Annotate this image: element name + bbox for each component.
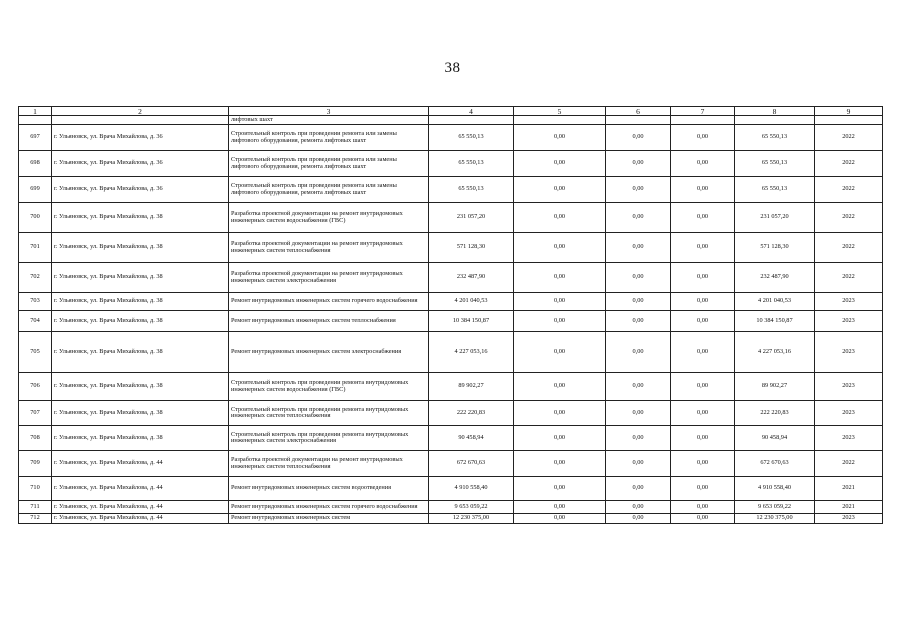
fund-cell-5: 0,00 [514, 293, 606, 311]
fund-cell-5: 0,00 [514, 451, 606, 477]
row-number: 700 [19, 203, 52, 233]
empty-cell [671, 116, 735, 125]
column-number-header-row [19, 107, 883, 116]
work-type-cell: Ремонт внутридомовых инженерных систем горячего водоснабжения [229, 293, 429, 311]
table-row [19, 501, 883, 514]
total-cost-cell: 65 550,13 [429, 151, 514, 177]
fund-cell-7: 0,00 [671, 293, 735, 311]
row-number: 705 [19, 332, 52, 373]
year-cell: 2023 [815, 401, 883, 426]
fund-cell-6: 0,00 [606, 514, 671, 524]
fund-cell-5: 0,00 [514, 263, 606, 293]
address-cell: г. Ульяновск, ул. Врача Михайлова, д. 38 [52, 263, 229, 293]
table-row [19, 401, 883, 426]
address-cell: г. Ульяновск, ул. Врача Михайлова, д. 38 [52, 311, 229, 332]
year-cell: 2022 [815, 203, 883, 233]
work-type-cell: Разработка проектной документации на ремонт внутридомовых инженерных систем водоснабжения (ГВС) [229, 203, 429, 233]
work-type-cell: Разработка проектной документации на ремонт внутридомовых инженерных систем теплоснабжения [229, 451, 429, 477]
work-type-cell: Ремонт внутридомовых инженерных систем водоотведения [229, 477, 429, 501]
amount-cell-8: 232 487,90 [735, 263, 815, 293]
fund-cell-7: 0,00 [671, 451, 735, 477]
fund-cell-6: 0,00 [606, 373, 671, 401]
empty-cell [735, 116, 815, 125]
amount-cell-8: 4 227 053,16 [735, 332, 815, 373]
year-cell: 2022 [815, 263, 883, 293]
address-cell: г. Ульяновск, ул. Врача Михайлова, д. 36 [52, 125, 229, 151]
table-row [19, 451, 883, 477]
fund-cell-7: 0,00 [671, 151, 735, 177]
year-cell: 2021 [815, 477, 883, 501]
fund-cell-5: 0,00 [514, 501, 606, 514]
amount-cell-8: 4 201 040,53 [735, 293, 815, 311]
year-cell: 2022 [815, 125, 883, 151]
year-cell: 2022 [815, 451, 883, 477]
row-number: 707 [19, 401, 52, 426]
total-cost-cell: 10 384 150,87 [429, 311, 514, 332]
row-number: 712 [19, 514, 52, 524]
fund-cell-6: 0,00 [606, 293, 671, 311]
total-cost-cell: 4 910 558,40 [429, 477, 514, 501]
empty-cell [815, 116, 883, 125]
year-cell: 2023 [815, 373, 883, 401]
amount-cell-8: 672 670,63 [735, 451, 815, 477]
fund-cell-5: 0,00 [514, 514, 606, 524]
work-type-cell: Строительный контроль при проведении ремонта внутридомовых инженерных систем водоснабжения (ГВС) [229, 373, 429, 401]
row-number: 703 [19, 293, 52, 311]
fund-cell-7: 0,00 [671, 263, 735, 293]
fund-cell-6: 0,00 [606, 451, 671, 477]
fund-cell-5: 0,00 [514, 233, 606, 263]
year-cell: 2023 [815, 293, 883, 311]
table-row [19, 151, 883, 177]
fund-cell-7: 0,00 [671, 426, 735, 451]
year-cell: 2022 [815, 151, 883, 177]
year-cell: 2023 [815, 514, 883, 524]
total-cost-cell: 4 201 040,53 [429, 293, 514, 311]
fund-cell-6: 0,00 [606, 233, 671, 263]
header-cell: 5 [514, 107, 606, 116]
page-number: 38 [444, 60, 461, 76]
fund-cell-7: 0,00 [671, 501, 735, 514]
fund-cell-7: 0,00 [671, 233, 735, 263]
fund-cell-7: 0,00 [671, 177, 735, 203]
work-type-cell: Разработка проектной документации на ремонт внутридомовых инженерных систем электроснабжения [229, 263, 429, 293]
year-cell: 2023 [815, 426, 883, 451]
address-cell: г. Ульяновск, ул. Врача Михайлова, д. 38 [52, 332, 229, 373]
fund-cell-5: 0,00 [514, 177, 606, 203]
address-cell: г. Ульяновск, ул. Врача Михайлова, д. 36 [52, 151, 229, 177]
table-row [19, 477, 883, 501]
row-number: 708 [19, 426, 52, 451]
fund-cell-6: 0,00 [606, 332, 671, 373]
fund-cell-5: 0,00 [514, 373, 606, 401]
amount-cell-8: 65 550,13 [735, 177, 815, 203]
address-cell: г. Ульяновск, ул. Врача Михайлова, д. 38 [52, 233, 229, 263]
total-cost-cell: 9 653 059,22 [429, 501, 514, 514]
amount-cell-8: 231 057,20 [735, 203, 815, 233]
fund-cell-7: 0,00 [671, 311, 735, 332]
table-row [19, 293, 883, 311]
header-cell: 7 [671, 107, 735, 116]
empty-cell [429, 116, 514, 125]
row-number: 702 [19, 263, 52, 293]
address-cell: г. Ульяновск, ул. Врача Михайлова, д. 44 [52, 451, 229, 477]
year-cell: 2021 [815, 501, 883, 514]
total-cost-cell: 571 128,30 [429, 233, 514, 263]
table-row [19, 514, 883, 524]
fund-cell-5: 0,00 [514, 332, 606, 373]
work-type-cell: Ремонт внутридомовых инженерных систем [229, 514, 429, 524]
total-cost-cell: 65 550,13 [429, 125, 514, 151]
fund-cell-7: 0,00 [671, 373, 735, 401]
empty-cell [19, 116, 52, 125]
fund-cell-6: 0,00 [606, 401, 671, 426]
table-row [19, 311, 883, 332]
header-cell: 8 [735, 107, 815, 116]
year-cell: 2022 [815, 177, 883, 203]
total-cost-cell: 222 220,83 [429, 401, 514, 426]
row-number: 710 [19, 477, 52, 501]
total-cost-cell: 65 550,13 [429, 177, 514, 203]
total-cost-cell: 232 487,90 [429, 263, 514, 293]
fund-cell-6: 0,00 [606, 311, 671, 332]
fund-cell-5: 0,00 [514, 125, 606, 151]
empty-cell [514, 116, 606, 125]
row-number: 698 [19, 151, 52, 177]
header-cell: 4 [429, 107, 514, 116]
address-cell: г. Ульяновск, ул. Врача Михайлова, д. 38 [52, 401, 229, 426]
table-row [19, 332, 883, 373]
address-cell: г. Ульяновск, ул. Врача Михайлова, д. 38 [52, 293, 229, 311]
header-cell: 3 [229, 107, 429, 116]
work-type-cell: Строительный контроль при проведении ремонта внутридомовых инженерных систем электроснабжения [229, 426, 429, 451]
amount-cell-8: 90 458,94 [735, 426, 815, 451]
year-cell: 2023 [815, 332, 883, 373]
table-row [19, 203, 883, 233]
address-cell: г. Ульяновск, ул. Врача Михайлова, д. 38 [52, 373, 229, 401]
header-cell: 9 [815, 107, 883, 116]
row-number: 704 [19, 311, 52, 332]
empty-cell [52, 116, 229, 125]
fund-cell-5: 0,00 [514, 426, 606, 451]
row-number: 701 [19, 233, 52, 263]
fund-cell-6: 0,00 [606, 151, 671, 177]
fund-cell-6: 0,00 [606, 203, 671, 233]
amount-cell-8: 4 910 558,40 [735, 477, 815, 501]
row-number: 706 [19, 373, 52, 401]
amount-cell-8: 10 384 150,87 [735, 311, 815, 332]
fund-cell-7: 0,00 [671, 401, 735, 426]
amount-cell-8: 65 550,13 [735, 151, 815, 177]
row-number: 711 [19, 501, 52, 514]
total-cost-cell: 90 458,94 [429, 426, 514, 451]
address-cell: г. Ульяновск, ул. Врача Михайлова, д. 38 [52, 203, 229, 233]
fund-cell-5: 0,00 [514, 311, 606, 332]
amount-cell-8: 89 902,27 [735, 373, 815, 401]
total-cost-cell: 4 227 053,16 [429, 332, 514, 373]
address-cell: г. Ульяновск, ул. Врача Михайлова, д. 44 [52, 501, 229, 514]
amount-cell-8: 222 220,83 [735, 401, 815, 426]
amount-cell-8: 9 653 059,22 [735, 501, 815, 514]
repair-plan-table [18, 106, 883, 524]
address-cell: г. Ульяновск, ул. Врача Михайлова, д. 36 [52, 177, 229, 203]
header-cell: 1 [19, 107, 52, 116]
table-row [19, 373, 883, 401]
fund-cell-5: 0,00 [514, 401, 606, 426]
fund-cell-6: 0,00 [606, 177, 671, 203]
table-row [19, 263, 883, 293]
empty-cell [606, 116, 671, 125]
fund-cell-6: 0,00 [606, 125, 671, 151]
header-cell: 2 [52, 107, 229, 116]
work-type-cell: Строительный контроль при проведении ремонта или замены лифтового оборудования, ремонта лифтовых шахт [229, 151, 429, 177]
work-type-cell: Разработка проектной документации на ремонт внутридомовых инженерных систем теплоснабжения [229, 233, 429, 263]
amount-cell-8: 12 230 375,00 [735, 514, 815, 524]
fund-cell-6: 0,00 [606, 501, 671, 514]
row-number: 699 [19, 177, 52, 203]
table-row [19, 177, 883, 203]
work-type-cell: Строительный контроль при проведении ремонта внутридомовых инженерных систем теплоснабжения [229, 401, 429, 426]
fund-cell-5: 0,00 [514, 151, 606, 177]
total-cost-cell: 231 057,20 [429, 203, 514, 233]
fund-cell-7: 0,00 [671, 332, 735, 373]
total-cost-cell: 12 230 375,00 [429, 514, 514, 524]
continuation-row [19, 116, 883, 125]
row-number: 697 [19, 125, 52, 151]
continuation-text: лифтовых шахт [229, 116, 429, 125]
address-cell: г. Ульяновск, ул. Врача Михайлова, д. 44 [52, 477, 229, 501]
fund-cell-6: 0,00 [606, 426, 671, 451]
work-type-cell: Строительный контроль при проведении ремонта или замены лифтового оборудования, ремонта лифтовых шахт [229, 125, 429, 151]
amount-cell-8: 571 128,30 [735, 233, 815, 263]
fund-cell-5: 0,00 [514, 203, 606, 233]
total-cost-cell: 672 670,63 [429, 451, 514, 477]
fund-cell-7: 0,00 [671, 477, 735, 501]
address-cell: г. Ульяновск, ул. Врача Михайлова, д. 38 [52, 426, 229, 451]
year-cell: 2023 [815, 311, 883, 332]
table-row [19, 426, 883, 451]
table-row [19, 233, 883, 263]
address-cell: г. Ульяновск, ул. Врача Михайлова, д. 44 [52, 514, 229, 524]
fund-cell-7: 0,00 [671, 514, 735, 524]
fund-cell-6: 0,00 [606, 477, 671, 501]
header-cell: 6 [606, 107, 671, 116]
work-type-cell: Ремонт внутридомовых инженерных систем горячего водоснабжения [229, 501, 429, 514]
total-cost-cell: 89 902,27 [429, 373, 514, 401]
fund-cell-6: 0,00 [606, 263, 671, 293]
work-type-cell: Ремонт внутридомовых инженерных систем электроснабжения [229, 332, 429, 373]
table-row [19, 125, 883, 151]
year-cell: 2022 [815, 233, 883, 263]
row-number: 709 [19, 451, 52, 477]
work-type-cell: Строительный контроль при проведении ремонта или замены лифтового оборудования, ремонта лифтовых шахт [229, 177, 429, 203]
work-type-cell: Ремонт внутридомовых инженерных систем теплоснабжения [229, 311, 429, 332]
fund-cell-7: 0,00 [671, 125, 735, 151]
fund-cell-5: 0,00 [514, 477, 606, 501]
amount-cell-8: 65 550,13 [735, 125, 815, 151]
fund-cell-7: 0,00 [671, 203, 735, 233]
